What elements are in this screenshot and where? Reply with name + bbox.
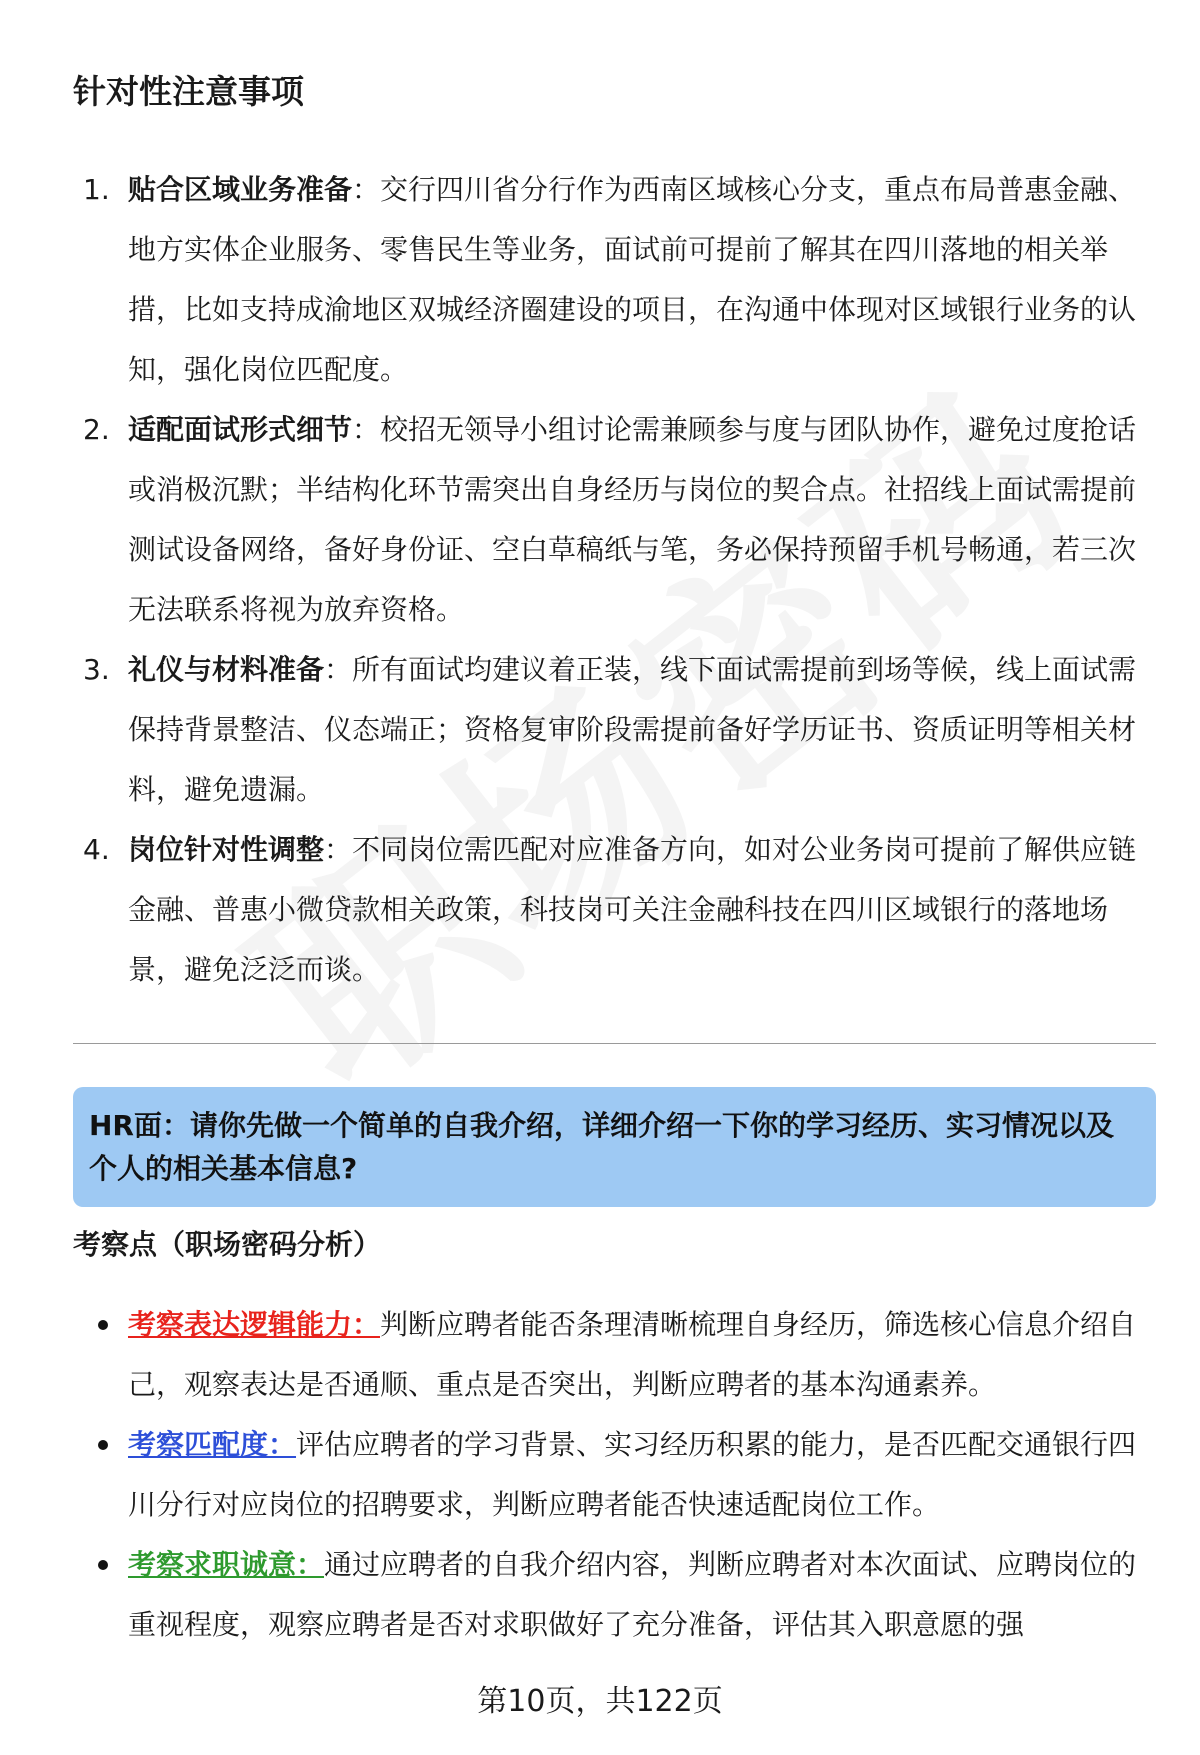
analysis-points — [73, 1295, 1143, 1655]
note-item-4 — [73, 820, 1143, 1000]
question-text: HR面：请你先做一个简单的自我介绍，详细介绍一下你的学习经历、实习情况以及个人的相关基本信息? — [89, 1109, 1114, 1185]
analysis-heading: 考察点（职场密码分析） — [73, 1228, 382, 1261]
analysis-point-3 — [73, 1535, 1143, 1655]
analysis-point-2 — [73, 1415, 1143, 1535]
note-title: 礼仪与材料准备 — [128, 653, 325, 686]
section-divider — [73, 1043, 1156, 1044]
note-body: ：不同岗位需匹配对应准备方向，如对公业务岗可提前了解供应链金融、普惠小微贷款相关政策，科技岗可关注金融科技在四川区域银行的落地场景，避免泛泛而谈。 — [128, 833, 1137, 986]
note-number: 3. — [83, 653, 110, 686]
note-item-2 — [73, 400, 1143, 640]
point-label: 考察求职诚意： — [128, 1548, 325, 1581]
bullet-icon — [98, 1320, 108, 1330]
page-number: 第10页，共122页 — [477, 1684, 723, 1719]
bullet-icon — [98, 1440, 108, 1450]
point-body: 评估应聘者的学习背景、实习经历积累的能力，是否匹配交通银行四川分行对应岗位的招聘要求，判断应聘者能否快速适配岗位工作。 — [128, 1428, 1137, 1521]
notes-list — [73, 160, 1143, 1000]
point-body: 通过应聘者的自我介绍内容，判断应聘者对本次面试、应聘岗位的重视程度，观察应聘者是否对求职做好了充分准备，评估其入职意愿的强 — [128, 1548, 1137, 1641]
point-body: 判断应聘者能否条理清晰梳理自身经历，筛选核心信息介绍自己，观察表达是否通顺、重点是否突出，判断应聘者的基本沟通素养。 — [128, 1308, 1137, 1401]
note-body: ：交行四川省分行作为西南区域核心分支，重点布局普惠金融、地方实体企业服务、零售民生等业务，面试前可提前了解其在四川落地的相关举措，比如支持成渝地区双城经济圈建设的项目，在沟通中体现对区域银行业务的认知，强化岗位匹配度。 — [128, 173, 1137, 386]
note-title: 贴合区域业务准备 — [128, 173, 353, 206]
note-body: ：校招无领导小组讨论需兼顾参与度与团队协作，避免过度抢话或消极沉默；半结构化环节需突出自身经历与岗位的契合点。社招线上面试需提前测试设备网络，备好身份证、空白草稿纸与笔，务必保持预留手机号畅通，若三次无法联系将视为放弃资格。 — [128, 413, 1137, 626]
note-title: 适配面试形式细节 — [128, 413, 353, 446]
point-label: 考察匹配度： — [128, 1428, 297, 1461]
question-box — [73, 1087, 1156, 1207]
analysis-point-1 — [73, 1295, 1143, 1415]
note-body: ：所有面试均建议着正装，线下面试需提前到场等候，线上面试需保持背景整洁、仪态端正；资格复审阶段需提前备好学历证书、资质证明等相关材料，避免遗漏。 — [128, 653, 1137, 806]
note-number: 2. — [83, 413, 110, 446]
note-number: 4. — [83, 833, 110, 866]
note-number: 1. — [83, 173, 110, 206]
note-item-1 — [73, 160, 1143, 400]
note-item-3 — [73, 640, 1143, 820]
point-label: 考察表达逻辑能力： — [128, 1308, 381, 1341]
note-title: 岗位针对性调整 — [128, 833, 325, 866]
section-title: 针对性注意事项 — [73, 72, 304, 111]
bullet-icon — [98, 1560, 108, 1570]
